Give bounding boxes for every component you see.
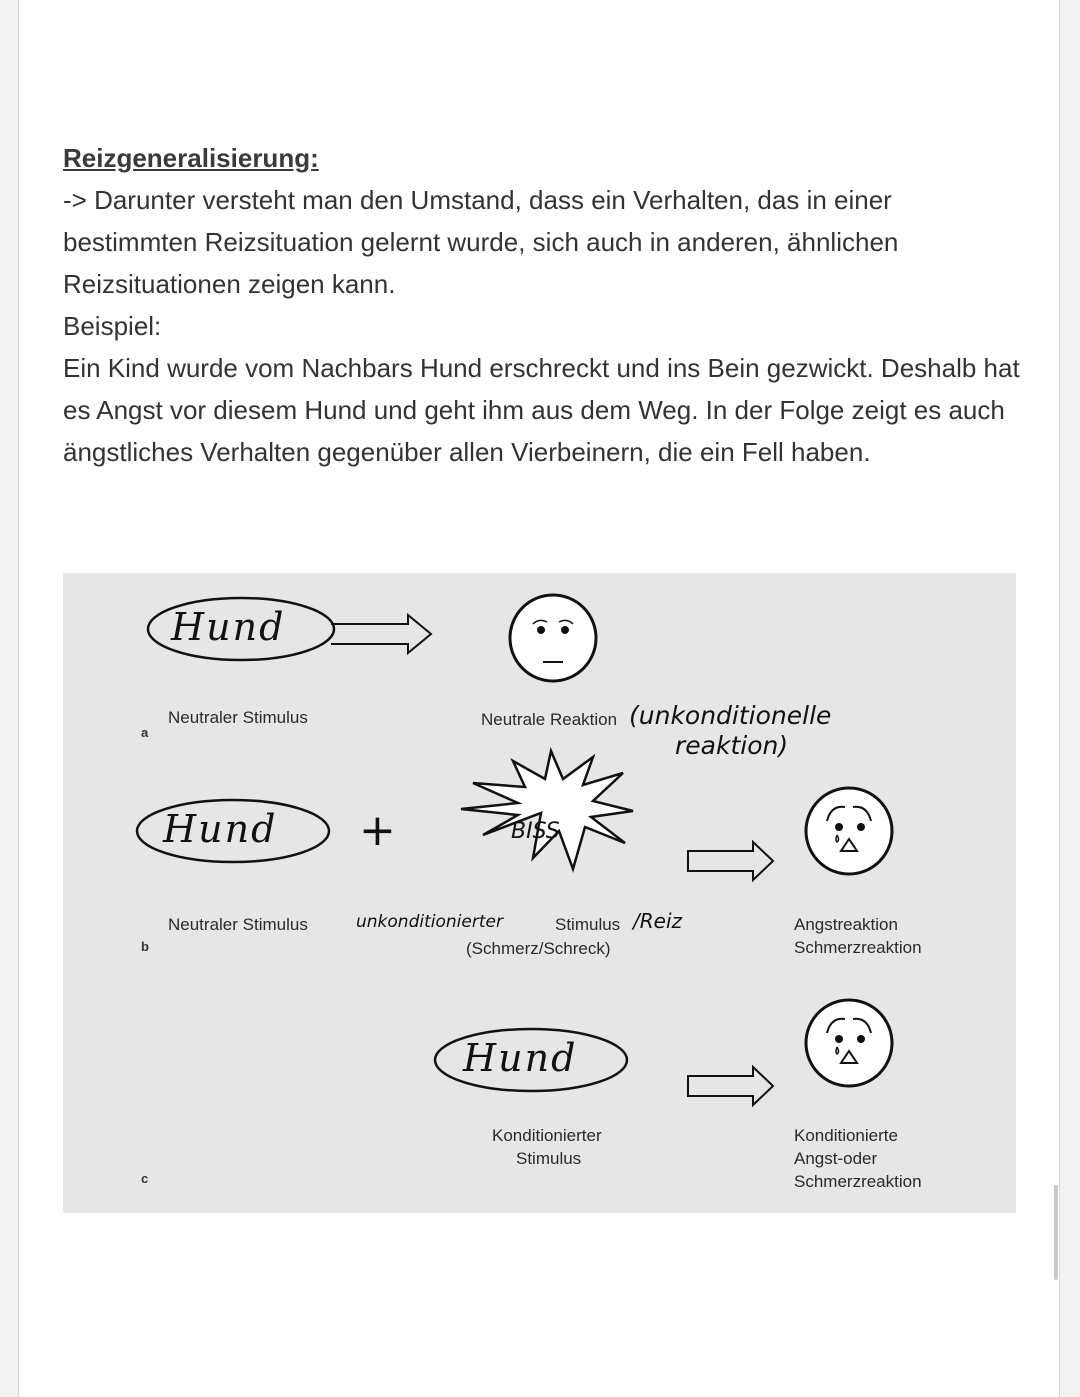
hund-text-a: Hund [171, 605, 286, 649]
arrow-icon-a [331, 615, 431, 653]
diagram-drawing [63, 573, 1016, 1213]
definition-paragraph: -> Darunter versteht man den Umstand, dass ein Verhalten, das in einer bestimmten Reizsituation gelernt wurde, sich auch in anderen, ähnlichen Reizsituationen zeigen kann. [63, 185, 899, 299]
conditioned-reaction-line-3: Schmerzreaktion [794, 1172, 922, 1191]
fear-face-icon-b [806, 788, 892, 874]
ucs-sub-label: (Schmerz/Schreck) [466, 939, 611, 958]
section-heading: Reizgeneralisierung: [63, 143, 319, 173]
plus-sign: + [359, 805, 396, 856]
scrollbar-thumb[interactable] [1054, 1185, 1058, 1280]
conditioned-stimulus-line-1: Konditionierter [492, 1126, 602, 1145]
reaction-note-line-2: reaktion) [675, 731, 789, 760]
hund-text-c: Hund [463, 1036, 578, 1080]
neutral-face-icon [510, 595, 596, 681]
neutral-reaction-label: Neutrale Reaktion [481, 710, 618, 729]
conditioned-stimulus-line-2: Stimulus [516, 1149, 582, 1168]
conditioned-reaction-line-2: Angst-oder [794, 1149, 878, 1168]
biss-text: BISS [511, 819, 560, 844]
reaction-note-line-1: (unkonditionelle [629, 701, 832, 730]
conditioned-reaction-line-1: Konditionierte [794, 1126, 898, 1145]
conditioning-diagram [63, 573, 1016, 1213]
row-letter-b: b [141, 939, 149, 954]
ucs-handwritten: unkonditionierter [356, 912, 503, 932]
fear-face-icon-c [806, 1000, 892, 1086]
neutral-stimulus-label-b: Neutraler Stimulus [168, 915, 308, 934]
neutral-stimulus-label-a: Neutraler Stimulus [168, 708, 308, 727]
row-letter-c: c [141, 1171, 149, 1186]
ucs-printed: Stimulus [555, 915, 621, 934]
row-letter-a: a [141, 725, 149, 740]
example-label: Beispiel: [63, 311, 162, 341]
example-paragraph: Ein Kind wurde vom Nachbars Hund erschreckt und ins Bein gezwickt. Deshalb hat es Angst vor diesem Hund und geht ihm aus dem Weg. In der Folge zeigt es auch ängstliches Verhalten gegenüber allen Vierbeinern, die ein Fell haben. [63, 353, 1020, 467]
text-block [63, 137, 1023, 473]
fear-reaction-line-2: Schmerzreaktion [794, 938, 922, 957]
hund-text-b: Hund [163, 807, 278, 851]
bite-burst-icon [461, 751, 633, 869]
ucs-note: /Reiz [633, 909, 682, 933]
fear-reaction-line-1: Angstreaktion [794, 915, 898, 934]
arrow-icon-b [688, 842, 773, 880]
arrow-icon-c [688, 1067, 773, 1105]
